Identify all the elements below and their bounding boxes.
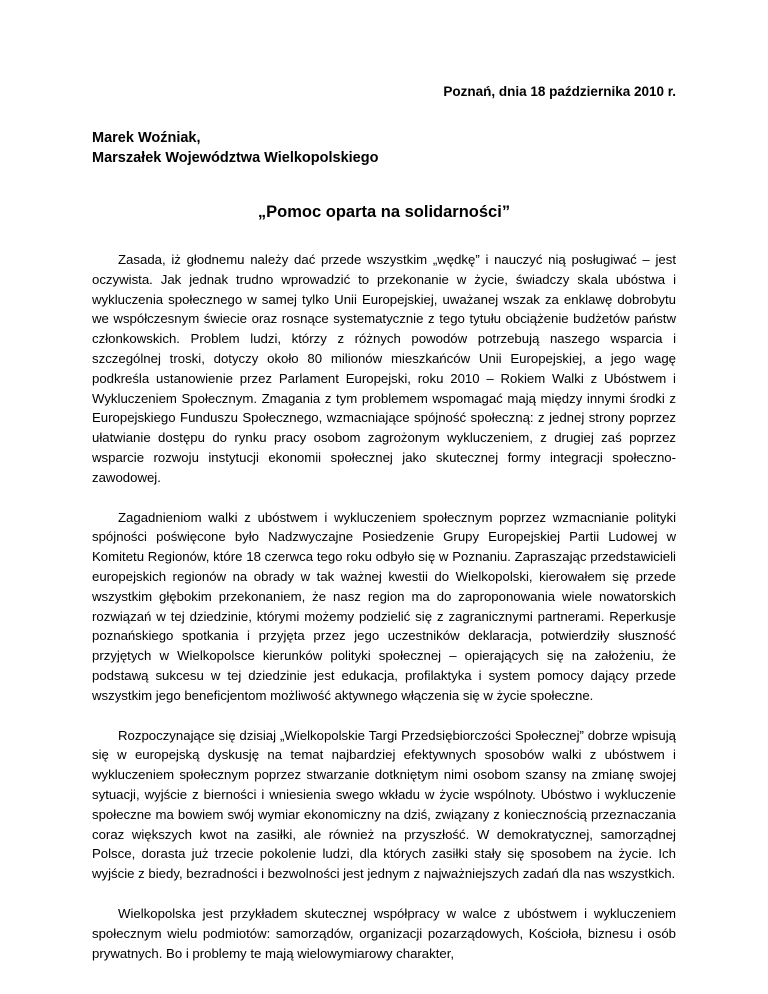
document-title: „Pomoc oparta na solidarności” — [257, 203, 511, 221]
author-role: Marszałek Województwa Wielkopolskiego — [92, 150, 379, 166]
paragraph: Zasada, iż głodnemu należy dać przede wszystkim „wędkę” i nauczyć nią posługiwać – jest oczywista. Jak jednak trudno wprowadzić to przekonanie w życie, świadczy skala ubóstwa i wykluczenia społecznego w samej tylko Unii Europejskiej, uważanej wszak za enklawę dobrobytu we współczesnym świecie oraz rosnące systematycznie z tego tytułu obciążenie budżetów państw członkowskich. Problem ludzi, którzy z różnych powodów potrzebują naszego wsparcia i szczególnej troski, dotyczy około 80 milionów mieszkańców Unii Europejskiej, a jego wagę podkreśla ustanowienie przez Parlament Europejski, roku 2010 – Rokiem Walki z Ubóstwem i Wykluczeniem Społecznym. Zmagania z tym problemem wspomagać mają między innymi środki z Europejskiego Funduszu Społecznego, wzmacniające spójność społeczną: z jednej strony poprzez ułatwianie dostępu do rynku pracy osobom zagrożonym wykluczeniem, z drugiej zaś poprzez wsparcie rozwoju instytucji ekonomii społecznej jako skutecznej formy integracji społeczno-zawodowej. — [92, 252, 676, 485]
paragraph: Zagadnieniom walki z ubóstwem i wykluczeniem społecznym poprzez wzmacnianie polityki spójności poświęcone było Nadzwyczajne Posiedzenie Grupy Europejskiej Partii Ludowej w Komitetu Regionów, które 18 czerwca tego roku odbyło się w Poznaniu. Zapraszając przedstawicieli europejskich regionów na obrady w tak ważnej kwestii do Wielkopolski, kierowałem się przede wszystkim głębokim przekonaniem, że nasz region ma do zaproponowania wiele nowatorskich rozwiązań w tej dziedzinie, którymi możemy podzielić się z zagranicznymi partnerami. Reperkusje poznańskiego spotkania i przyjęta przez jego uczestników deklaracja, potwierdziły słuszność przyjętych w Wielkopolsce kierunków polityki społecznej – opierających się na założeniu, że podstawą sukcesu w tej dziedzinie jest edukacja, profilaktyka i system pomocy dający przede wszystkim jego beneficjentom możliwość aktywnego włączenia się w życie społeczne. — [92, 509, 676, 703]
author-block — [92, 128, 378, 168]
paragraph: Rozpoczynające się dzisiaj „Wielkopolskie Targi Przedsiębiorczości Społecznej” dobrze wpisują się w europejską dyskusję na temat najbardziej efektywnych sposobów walki z ubóstwem i wykluczeniem społecznym poprzez stwarzanie dotkniętym nimi osobom szansy na zmianę swojej sytuacji, wyjście z bierności i wniesienia swego wkładu w życie wspólnoty. Ubóstwo i wykluczenie społeczne ma bowiem swój wymiar ekonomiczny na dziś, związany z koniecznością przeznaczania coraz większych kwot na zasiłki, ale również na przyszłość. W demokratycznej, samorządnej Polsce, dorasta już trzecie pokolenie ludzi, dla których zasiłki stały się sposobem na życie. Ich wyjście z biedy, bezradności i bezwolności jest jednym z najważniejszych zadań dla nas wszystkich. — [92, 727, 676, 882]
document-body — [92, 250, 676, 983]
document-date: Poznań, dnia 18 października 2010 r. — [443, 84, 676, 99]
author-name: Marek Woźniak, — [92, 130, 201, 146]
paragraph: Wielkopolska jest przykładem skutecznej współpracy w walce z ubóstwem i wykluczeniem społecznym wielu podmiotów: samorządów, organizacji pozarządowych, Kościoła, biznesu i osób prywatnych. Bo i problemy te mają wielowymiarowy charakter, — [92, 905, 676, 961]
